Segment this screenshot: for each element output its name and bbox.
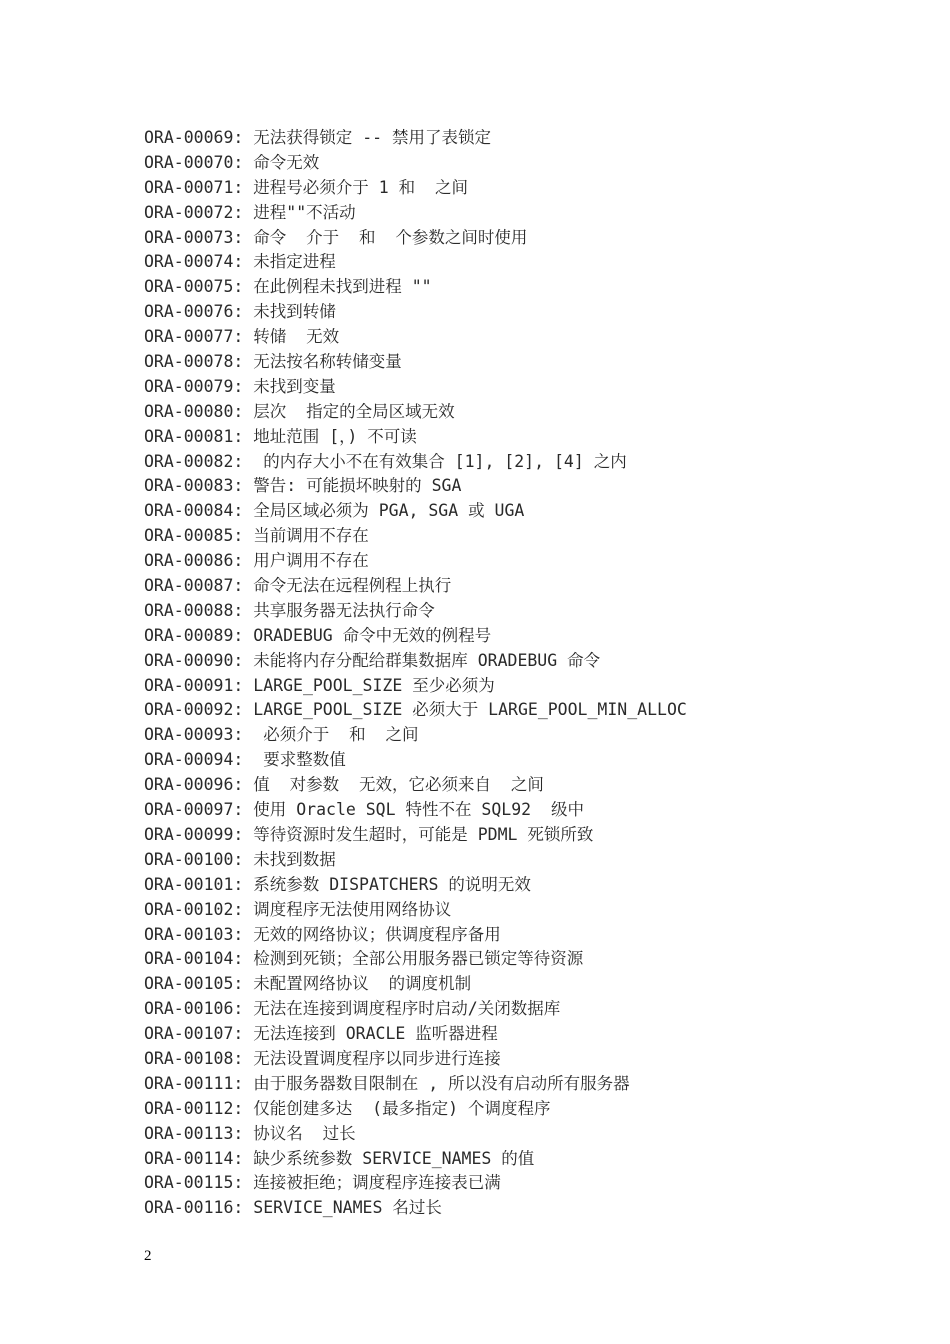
error-line: ORA-00069: 无法获得锁定 -- 禁用了表锁定 xyxy=(144,128,492,147)
error-line: ORA-00100: 未找到数据 xyxy=(144,849,336,869)
error-line: ORA-00091: LARGE_POOL_SIZE 至少必须为 xyxy=(144,675,495,695)
error-line: ORA-00076: 未找到转储 xyxy=(144,302,336,322)
error-line: ORA-00097: 使用 Oracle SQL 特性不在 SQL92 级中 xyxy=(144,800,584,820)
error-line: ORA-00104: 检测到死锁；全部公用服务器已锁定等待资源 xyxy=(144,949,584,969)
error-line: ORA-00080: 层次 指定的全局区域无效 xyxy=(144,401,455,421)
error-line: ORA-00096: 值 对参数 无效，它必须来自 之间 xyxy=(144,775,544,795)
error-line: ORA-00099: 等待资源时发生超时，可能是 PDML 死锁所致 xyxy=(144,824,594,844)
error-line: ORA-00116: SERVICE_NAMES 名过长 xyxy=(144,1198,442,1218)
error-line: ORA-00092: LARGE_POOL_SIZE 必须大于 LARGE_POOL_MIN_ALLOC xyxy=(144,700,687,720)
error-line: ORA-00106: 无法在连接到调度程序时启动/关闭数据库 xyxy=(144,999,561,1019)
error-line: ORA-00093: 必须介于 和 之间 xyxy=(144,725,419,745)
error-line: ORA-00112: 仅能创建多达 (最多指定) 个调度程序 xyxy=(144,1098,551,1118)
error-line: ORA-00103: 无效的网络协议；供调度程序备用 xyxy=(144,924,501,944)
error-line: ORA-00070: 命令无效 xyxy=(144,152,320,172)
error-line: ORA-00088: 共享服务器无法执行命令 xyxy=(144,600,435,620)
error-line: ORA-00083: 警告: 可能损坏映射的 SGA xyxy=(144,476,462,496)
error-line: ORA-00089: ORADEBUG 命令中无效的例程号 xyxy=(144,625,492,645)
error-line: ORA-00082: 的内存大小不在有效集合 [1], [2], [4] 之内 xyxy=(144,451,627,471)
error-line: ORA-00113: 协议名 过长 xyxy=(144,1123,356,1143)
error-line: ORA-00086: 用户调用不存在 xyxy=(144,551,369,571)
error-line: ORA-00072: 进程""不活动 xyxy=(144,202,356,222)
error-line: ORA-00079: 未找到变量 xyxy=(144,376,336,396)
error-line: ORA-00073: 命令 介于 和 个参数之间时使用 xyxy=(144,227,528,247)
page-number: 2 xyxy=(144,1248,152,1264)
error-line: ORA-00105: 未配置网络协议 的调度机制 xyxy=(144,974,472,994)
error-line: ORA-00077: 转储 无效 xyxy=(144,327,340,347)
error-line: ORA-00075: 在此例程未找到进程 "" xyxy=(144,277,432,297)
error-line: ORA-00085: 当前调用不存在 xyxy=(144,526,369,546)
error-code-list xyxy=(144,126,844,1221)
error-line: ORA-00090: 未能将内存分配给群集数据库 ORADEBUG 命令 xyxy=(144,650,601,670)
error-line: ORA-00108: 无法设置调度程序以同步进行连接 xyxy=(144,1048,501,1068)
error-line: ORA-00102: 调度程序无法使用网络协议 xyxy=(144,899,452,919)
error-line: ORA-00087: 命令无法在远程例程上执行 xyxy=(144,576,452,596)
error-line: ORA-00074: 未指定进程 xyxy=(144,252,336,272)
error-line: ORA-00101: 系统参数 DISPATCHERS 的说明无效 xyxy=(144,874,531,894)
error-line: ORA-00114: 缺少系统参数 SERVICE_NAMES 的值 xyxy=(144,1148,535,1168)
error-line: ORA-00081: 地址范围 [，) 不可读 xyxy=(144,426,417,446)
error-line: ORA-00115: 连接被拒绝；调度程序连接表已满 xyxy=(144,1173,501,1193)
error-line: ORA-00071: 进程号必须介于 1 和 之间 xyxy=(144,177,468,197)
error-line: ORA-00078: 无法按名称转储变量 xyxy=(144,352,402,372)
error-line: ORA-00111: 由于服务器数目限制在 , 所以没有启动所有服务器 xyxy=(144,1073,630,1093)
error-line: ORA-00094: 要求整数值 xyxy=(144,750,346,770)
error-line: ORA-00107: 无法连接到 ORACLE 监听器进程 xyxy=(144,1024,498,1044)
error-line: ORA-00084: 全局区域必须为 PGA, SGA 或 UGA xyxy=(144,501,525,521)
